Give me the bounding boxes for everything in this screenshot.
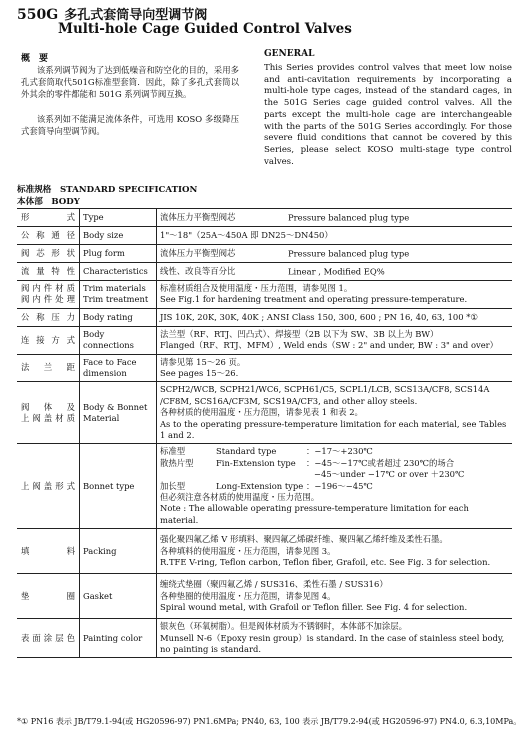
body-heading: 本体部 BODY (17, 197, 80, 207)
spec-label-en: Characteristics (80, 263, 157, 281)
bonnet-type-cn: 标准型 (160, 446, 186, 457)
spec-label-cn-line: 公称压力 (21, 311, 75, 322)
overview-heading: 概 要 (21, 54, 49, 64)
spec-label-en: Type (80, 209, 157, 227)
spec-value (157, 444, 513, 529)
spec-value (157, 209, 513, 227)
bonnet-range: ：−17～+230℃ (306, 446, 373, 457)
spec-value (157, 326, 513, 354)
overview-para-2: 该系列如不能满足流体条件，可选用 KOSO 多级降压式套筒导向型调节阀。 (21, 114, 239, 137)
spec-row (17, 574, 512, 619)
spec-value (157, 354, 513, 382)
spec-row (17, 444, 512, 529)
bonnet-line (160, 458, 509, 469)
spec-label-cn (17, 209, 80, 227)
spec-value-text: 强化聚四氟乙烯 V 形填料、聚四氟乙烯碳纤维、聚四氟乙烯纤维及柔性石墨。 各种填料的使用温度・压力范围，请参见图 3。 R.TFE V-ring, Teflon carbon, Teflon fiber, Grafoil, etc. See Fig. 3 for selection. (160, 534, 491, 567)
spec-row (17, 227, 512, 245)
spec-row (17, 619, 512, 658)
spec-value-text: JIS 10K, 20K, 30K, 40K ; ANSI Class 150, 300, 600 ; PN 16, 40, 63, 100 *① (160, 311, 478, 322)
spec-value-cn: 流体压力平衡型阀芯 (160, 247, 236, 258)
spec-table (17, 208, 512, 658)
bonnet-note-cn: 但必须注意各材质的使用温度・压力范围。 (160, 492, 320, 503)
spec-label-cn-line: 阀内件材质 (21, 283, 75, 293)
spec-row (17, 326, 512, 354)
general-text: This Series provides control valves that meet low noise and anti-cavitation requirements by incorporating a multi-hole type cages, instead of the standard cages, in the 501G Series cage guided control valves. All the parts except the multi-hole cage are interchangeable with the parts of the 501G Series accordingly. For those severe fluid conditions that cannot be covered by this Series, please select KOSO multi-stage type control valves. (264, 63, 512, 167)
spec-value (157, 227, 513, 245)
spec-value-text: 银灰色（环氧树脂）。但是阀体材质为不锈钢时，本体部不加涂层。 Munsell N-6（Epoxy resin group）is standard. In the case of stainless steel body, no painting is standard. (160, 621, 505, 655)
spec-label-en: Body connections (80, 326, 157, 354)
spec-value (157, 619, 513, 658)
spec-row (17, 354, 512, 382)
spec-label-cn-line: 阀体及 (21, 401, 75, 412)
bonnet-type-en: Fin-Extension type (216, 457, 296, 468)
bonnet-note-en: Note : The allowable operating pressure-temperature limitation for each material. (160, 503, 469, 525)
bonnet-line (160, 481, 509, 492)
spec-label-en: Bonnet type (80, 444, 157, 529)
spec-value-text: 法兰型（RF、RTJ、凹凸式）、焊接型（2B 以下为 SW、3B 以上为 BW） Flanged（RF、RTJ、MFM）, Weld ends（SW : 2" and under, BW : 3" and over） (160, 328, 499, 351)
spec-label-cn (17, 281, 80, 309)
spec-label-cn-line: 上阀盖形式 (21, 480, 75, 491)
general-heading: GENERAL (264, 49, 315, 59)
bonnet-type-cn: 加长型 (160, 480, 186, 491)
spec-label-en: Body & Bonnet Material (80, 382, 157, 444)
spec-value-text: 缠绕式垫圈（聚四氟乙烯 / SUS316、柔性石墨 / SUS316） 各种垫圈的使用温度・压力范围，请参见图 4。 Spiral wound metal, with Grafoil or Teflon filler. See Fig. 4 for selection. (160, 579, 468, 612)
spec-label-cn (17, 263, 80, 281)
spec-label-en: Plug form (80, 245, 157, 263)
bonnet-range: ：−45～−17℃或者超过 230℃的场合 (306, 457, 455, 468)
spec-label-cn (17, 308, 80, 326)
spec-label-cn (17, 444, 80, 529)
spec-value (157, 382, 513, 444)
spec-value (157, 308, 513, 326)
overview-para-1: 该系列调节阀为了达到低噪音和防空化的目的，采用多孔式套筒取代501G标准型套筒．因此，除了多孔式套筒以外其余的零件都能和 501G 系列调节阀互换。 (21, 65, 239, 100)
spec-value-cn: 线性、改良等百分比 (160, 265, 236, 276)
spec-label-en: Trim materials Trim treatment (80, 281, 157, 309)
spec-value-text: 标准材质组合及使用温度・压力范围，请参见图 1。 See Fig.1 for hardening treatment and operating pressure-temperature. (160, 283, 468, 305)
spec-label-en: Packing (80, 529, 157, 574)
spec-label-en: Body rating (80, 308, 157, 326)
spec-value (157, 281, 513, 309)
spec-row (17, 245, 512, 263)
spec-label-cn-line: 填 料 (21, 545, 75, 556)
bonnet-line (160, 446, 509, 457)
spec-label-cn-line: 流量特性 (21, 265, 75, 276)
spec-row (17, 263, 512, 281)
page-title-en: Multi-hole Cage Guided Control Valves (58, 21, 352, 37)
spec-value-en: Pressure balanced plug type (288, 247, 410, 258)
spec-value (157, 574, 513, 619)
spec-label-cn (17, 529, 80, 574)
spec-label-en: Face to Face dimension (80, 354, 157, 382)
spec-value-cn: 流体压力平衡型阀芯 (160, 211, 236, 222)
spec-label-cn-line: 垫 圈 (21, 590, 75, 601)
spec-label-cn (17, 574, 80, 619)
spec-value-en: Linear , Modified EQ% (288, 265, 385, 276)
spec-label-cn-line: 上阀盖材质 (21, 412, 75, 423)
spec-row (17, 308, 512, 326)
bonnet-type-en: Long-Extension type (216, 480, 304, 491)
spec-value-text: 请参见第 15～26 页。 See pages 15～26. (160, 356, 246, 379)
spec-value (157, 529, 513, 574)
spec-label-cn (17, 354, 80, 382)
spec-row (17, 529, 512, 574)
spec-value (157, 263, 513, 281)
spec-label-cn-line: 公称通径 (21, 229, 75, 240)
bonnet-range: ：−196～−45℃ (306, 480, 373, 491)
spec-heading: 标准规格 STANDARD SPECIFICATION (17, 185, 198, 195)
spec-label-cn (17, 619, 80, 658)
spec-label-cn-line: 形 式 (21, 211, 75, 222)
spec-label-en: Painting color (80, 619, 157, 658)
footnote: *① PN16 表示 JB/T79.1-94(或 HG20596-97) PN1.6MPa; PN40, 63, 100 表示 JB/T79.2-94(或 HG20596-97) PN4.0, 6.3,10MPa。 (17, 717, 522, 726)
spec-label-en: Gasket (80, 574, 157, 619)
bonnet-range: −45～under −17℃ or over ＋230℃ (314, 469, 465, 480)
spec-value (157, 245, 513, 263)
spec-label-cn (17, 326, 80, 354)
spec-label-cn (17, 227, 80, 245)
bonnet-line (160, 469, 509, 480)
title-cn: 多孔式套筒导向型调节阀 (64, 8, 208, 23)
spec-row (17, 209, 512, 227)
spec-value-text: 1"～18"（25A～450A 即 DN25～DN450） (160, 229, 333, 240)
spec-label-cn-line: 阀芯形状 (21, 247, 75, 258)
spec-label-en: Body size (80, 227, 157, 245)
spec-label-cn (17, 245, 80, 263)
bonnet-type-cn: 散热片型 (160, 457, 194, 468)
spec-value-en: Pressure balanced plug type (288, 211, 410, 222)
model-number: 550G (17, 7, 59, 23)
spec-label-cn-line: 阀内件处理 (21, 294, 75, 305)
spec-label-cn (17, 382, 80, 444)
spec-label-cn-line: 连接方式 (21, 334, 75, 345)
spec-row (17, 281, 512, 309)
spec-label-cn-line: 法兰距 (21, 362, 75, 373)
bonnet-type-en: Standard type (216, 446, 277, 457)
spec-row (17, 382, 512, 444)
spec-label-cn-line: 表面涂层色 (21, 632, 75, 643)
spec-value-text: SCPH2/WCB, SCPH21/WC6, SCPH61/C5, SCPL1/LCB, SCS13A/CF8, SCS14A /CF8M, SCS16A/CF3M, SCS19A/CF3, and other alloy steels. 各种材质的使用温度・压力范围，请参见表 1 和表 2。 As to the operating pressure-temperature limitation for each material, see Tables 1 and 2. (160, 384, 507, 441)
